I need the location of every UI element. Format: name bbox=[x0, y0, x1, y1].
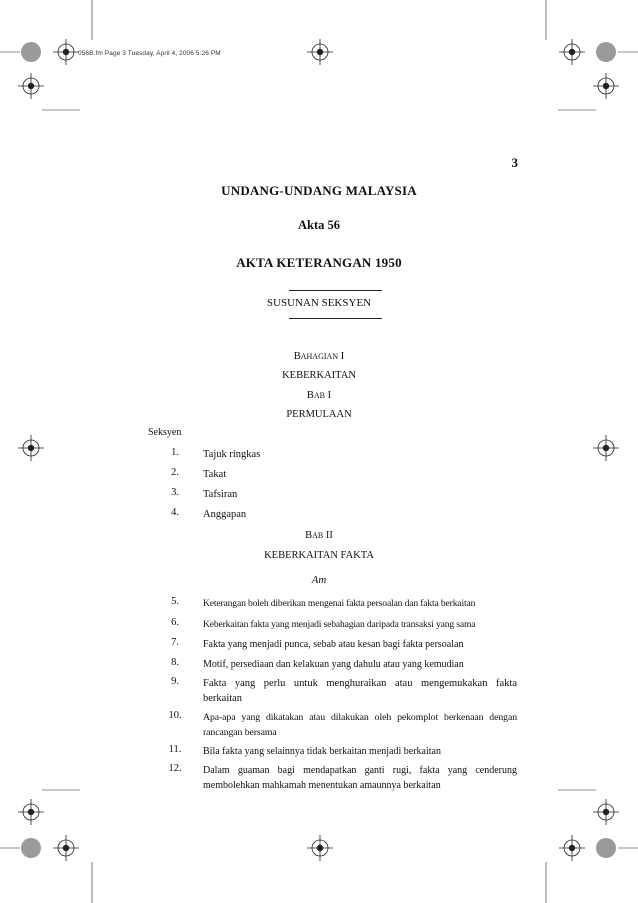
section-title: Dalam guaman bagi mendapatkan ganti rugi, fakta yang cenderung membolehkan mahkamah menentukan amaunnya berkaitan bbox=[203, 765, 517, 791]
section-number: 5. bbox=[171, 596, 179, 607]
section-title: Anggapan bbox=[203, 509, 247, 520]
section-title: Takat bbox=[203, 469, 227, 480]
chapter1-title: PERMULAAN bbox=[286, 409, 352, 420]
act-name: AKTA KETERANGAN 1950 bbox=[236, 255, 402, 270]
seksyen-label: Seksyen bbox=[148, 427, 182, 438]
section-title: Tajuk ringkas bbox=[203, 449, 261, 460]
section-number: 8. bbox=[171, 657, 179, 668]
section-title: Bila fakta yang selainnya tidak berkaitan menjadi berkaitan bbox=[203, 746, 441, 757]
section-title: Motif, persediaan dan kelakuan yang dahulu atau yang kemudian bbox=[203, 659, 464, 670]
section-title: Apa-apa yang dikatakan atau dilakukan oleh pekomplot berkenaan dengan rancangan bersama bbox=[203, 712, 517, 738]
chapter2-title: KEBERKAITAN FAKTA bbox=[264, 550, 374, 561]
page-number: 3 bbox=[511, 155, 518, 170]
chapter2-label: BAB II bbox=[305, 530, 333, 541]
section-title: Tafsiran bbox=[203, 489, 238, 500]
section-number: 1. bbox=[171, 447, 179, 458]
divider-top bbox=[289, 290, 382, 291]
document-title: UNDANG-UNDANG MALAYSIA bbox=[221, 183, 417, 198]
act-number: Akta 56 bbox=[297, 218, 341, 232]
section-number: 9. bbox=[171, 676, 179, 687]
part-label: BAHAGIAN I bbox=[293, 351, 345, 362]
section-title: Keberkaitan fakta yang menjadi sebahagian daripada transaksi yang sama bbox=[203, 619, 476, 630]
section-title: Fakta yang perlu untuk menghuraikan atau mengemukakan fakta berkaitan bbox=[203, 678, 517, 704]
arrangement-heading: SUSUNAN SEKSYEN bbox=[266, 297, 372, 309]
section-title: Keterangan boleh diberikan mengenai fakta persoalan dan fakta berkaitan bbox=[203, 598, 476, 609]
file-header-note: 056B.fm Page 3 Tuesday, April 4, 2006 5:26 PM bbox=[78, 50, 221, 57]
section-number: 11. bbox=[168, 744, 182, 755]
section-number: 3. bbox=[171, 487, 179, 498]
section-number: 12. bbox=[168, 763, 182, 774]
chapter1-label: BAB I bbox=[306, 390, 332, 401]
section-number: 7. bbox=[171, 637, 179, 648]
section-number: 2. bbox=[171, 467, 179, 478]
section-number: 4. bbox=[171, 507, 179, 518]
part-title: KEBERKAITAN bbox=[282, 370, 356, 381]
section-number: 10. bbox=[168, 710, 182, 721]
section-number: 6. bbox=[171, 617, 179, 628]
section-title: Fakta yang menjadi punca, sebab atau kesan bagi fakta persoalan bbox=[203, 639, 464, 650]
divider-bottom bbox=[289, 318, 382, 319]
chapter2-subheading: Am bbox=[311, 574, 327, 586]
